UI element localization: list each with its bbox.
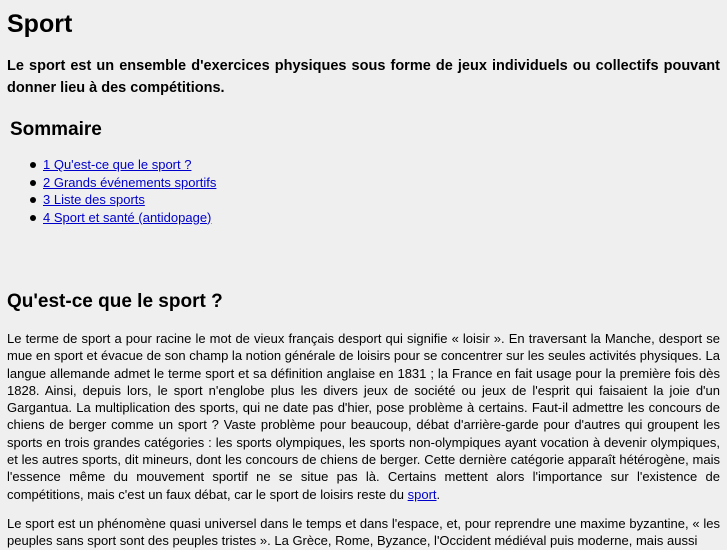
toc-link-1[interactable]: 1 Qu'est-ce que le sport ? (43, 157, 192, 172)
intro-paragraph: Le sport est un ensemble d'exercices physiques sous forme de jeux individuels ou collectifs pouvant donner lieu à des compétitions. (7, 58, 720, 96)
toc-item (43, 174, 410, 192)
paragraph-end: . (436, 486, 441, 502)
toc-heading: Sommaire (10, 119, 102, 140)
toc-link-2[interactable]: 2 Grands événements sportifs (43, 174, 217, 190)
toc-item (43, 191, 410, 209)
toc-list (10, 156, 410, 226)
paragraph-text: Le terme de sport a pour racine le mot de vieux français desport qui signifie « loisir ». En traversant la Manche, desport se mue en sport et évacue de son champ la notion générale de loisirs pour se concentrer sur les seules activités physiques. La langue allemande admet le terme sport et sa définition anglaise en 1831 ; la France en fait usage pour la première fois dès 1828. Ainsi, depuis lors, le sport n'englobe plus les divers jeux de société ou jeux de l'esprit qui faisaient la joie d'un Gargantua. La multiplication des sports, qui ne date pas d'hier, pose problème à certains. Faut-il admettre les concours de chiens de berger comme un sport ? Vaste problème pour beaucoup, débat d'arrière-garde pour d'autres qui groupent les sports en trois grandes catégories : les sports olympiques, les sports non-olympiques ayant vocation à devenir olympiques, et les autres sports, dit mineurs, dont les concours de chiens de berger. Cette dernière catégorie apparaît hétérogène, mais l'essence même du mouvement sportif ne se situe pas là. Certains mettent alors l'importance sur l'existence de compétitions, mais c'est un faux débat, car le sport de loisirs reste du (7, 331, 720, 502)
section-heading: Qu'est-ce que le sport ? (7, 291, 223, 312)
section-paragraph (7, 330, 720, 503)
toc-item (43, 156, 410, 174)
page-title: Sport (7, 10, 73, 38)
table-of-contents (10, 117, 410, 226)
toc-link-3[interactable]: 3 Liste des sports (43, 192, 145, 207)
sport-link[interactable]: sport (407, 486, 437, 502)
toc-item (43, 209, 410, 227)
toc-link-4[interactable]: 4 Sport et santé (antidopage) (43, 209, 212, 225)
section-paragraph-2: Le sport est un phénomène quasi universel dans le temps et dans l'espace, et, pour reprendre une maxime byzantine, « les peuples sans sport sont des peuples tristes ». La Grèce, Rome, Byzance, l'Occident médiéval puis moderne, mais aussi (7, 516, 720, 549)
